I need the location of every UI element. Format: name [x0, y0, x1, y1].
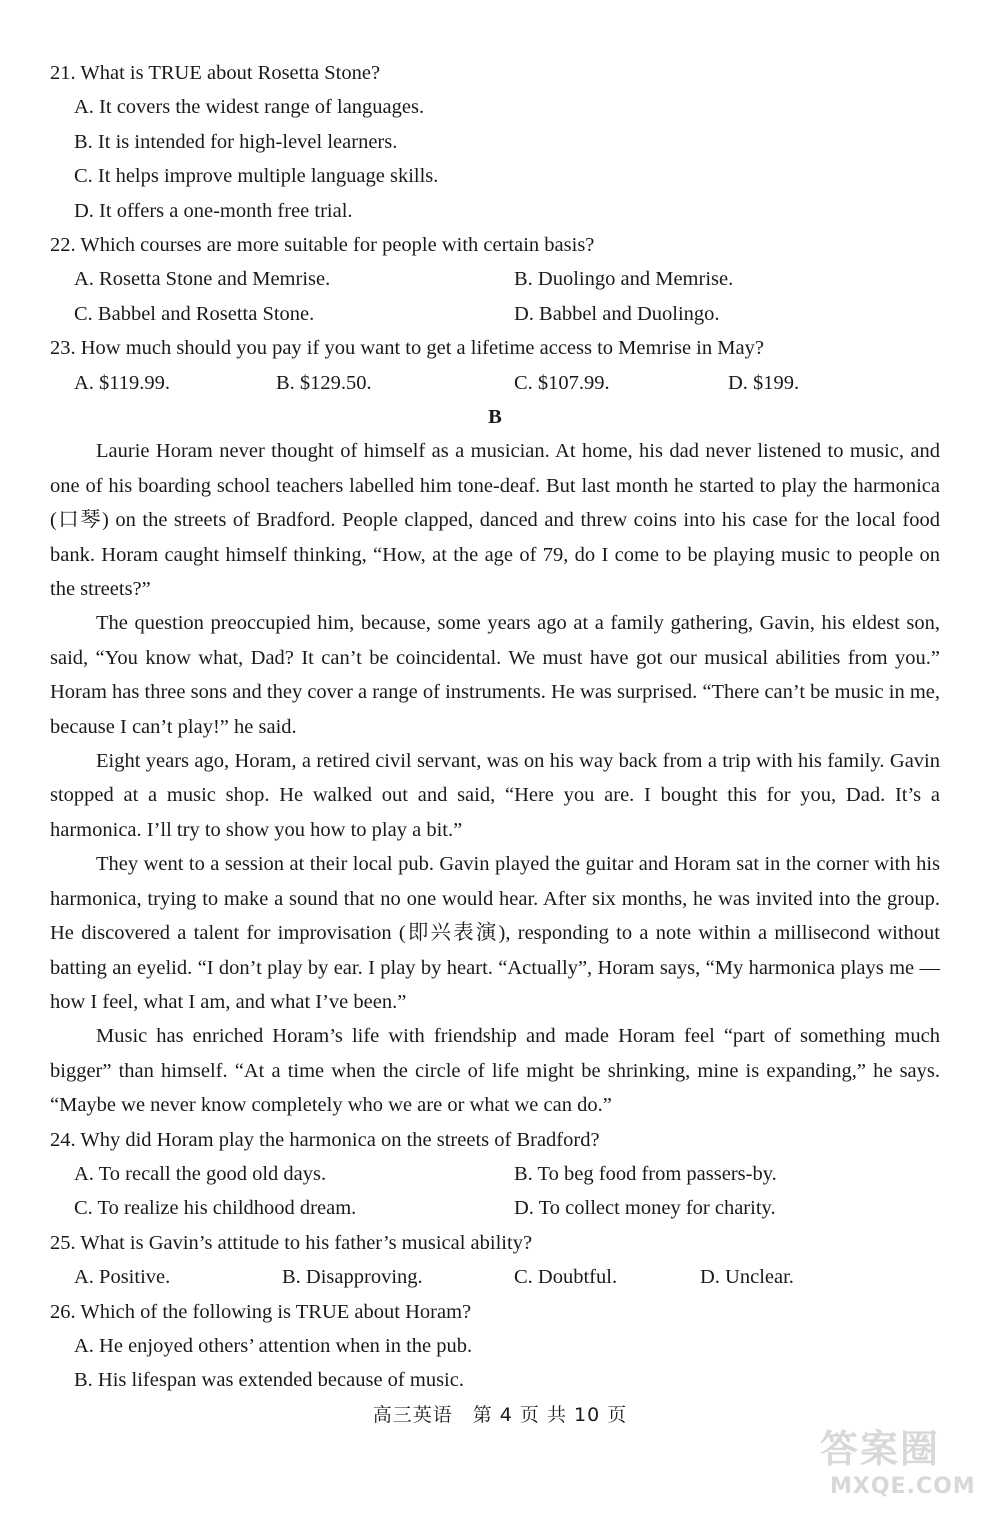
question-22-option-c: C. Babbel and Rosetta Stone.	[74, 302, 315, 325]
question-21-stem: 21. What is TRUE about Rosetta Stone?	[50, 62, 381, 84]
question-21-option-a: A. It covers the widest range of languages.	[74, 96, 425, 119]
question-25-option-c: C. Doubtful.	[514, 1266, 618, 1289]
question-23-option-c: C. $107.99.	[514, 371, 610, 394]
question-21-option-c: C. It helps improve multiple language skills.	[74, 165, 439, 188]
question-22-options-row-2	[50, 297, 940, 331]
passage-paragraph-2: The question preoccupied him, because, some years ago at a family gathering, Gavin, his eldest son, said, “You know what, Dad? It can’t be coincidental. We must have got our musical abilities from you.” Horam has three sons and they cover a range of instruments. He was surprised. “There can’t be music in me, because I can’t play!” he said.	[50, 612, 940, 738]
section-heading: B	[488, 406, 502, 429]
exam-page	[50, 56, 940, 1398]
passage-paragraph-4: They went to a session at their local pub. Gavin played the guitar and Horam sat in the corner with his harmonica, trying to make a sound that no one would hear. After six months, he was invited into the group. He discovered a talent for improvisation (即兴表演), responding to a note within a millisecond without batting an eyelid. “I don’t play by ear. I play by heart. “Actually”, Horam says, “My harmonica plays me — how I feel, what I am, and what I’ve been.”	[50, 853, 940, 1013]
question-23-option-d: D. $199.	[728, 371, 800, 394]
question-26-option-b: B. His lifespan was extended because of music.	[74, 1369, 464, 1392]
question-22-option-a: A. Rosetta Stone and Memrise.	[74, 268, 331, 291]
watermark-text: 答案圈	[820, 1427, 941, 1471]
question-26-option-a: A. He enjoyed others’ attention when in the pub.	[74, 1334, 473, 1357]
passage-paragraph-1: Laurie Horam never thought of himself as a musician. At home, his dad never listened to music, and one of his boarding school teachers labelled him tone-deaf. But last month he started to play the harmonica (口琴) on the streets of Bradford. People clapped, danced and threw coins into his case for the local food bank. Horam caught himself thinking, “How, at the age of 79, do I come to be playing music to people on the streets?”	[50, 440, 940, 601]
question-24-options-row-2	[50, 1191, 940, 1225]
question-22-stem: 22. Which courses are more suitable for people with certain basis?	[50, 234, 595, 257]
question-25-options-row	[50, 1260, 940, 1294]
question-23-option-a: A. $119.99.	[74, 371, 171, 394]
question-25-option-d: D. Unclear.	[700, 1266, 794, 1289]
question-26-stem: 26. Which of the following is TRUE about Horam?	[50, 1300, 472, 1323]
question-24-option-d: D. To collect money for charity.	[514, 1197, 776, 1220]
page-footer: 高三英语 第 4 页 共 10 页	[372, 1404, 628, 1426]
question-25-stem: 25. What is Gavin’s attitude to his father’s musical ability?	[50, 1231, 533, 1254]
question-24-option-c: C. To realize his childhood dream.	[74, 1197, 357, 1220]
question-25-option-b: B. Disapproving.	[282, 1266, 423, 1289]
question-22-option-d: D. Babbel and Duolingo.	[514, 302, 720, 325]
question-24-stem: 24. Why did Horam play the harmonica on the streets of Bradford?	[50, 1128, 600, 1151]
watermark-logo	[800, 1418, 990, 1508]
question-24-option-b: B. To beg food from passers-by.	[514, 1162, 777, 1185]
question-25-option-a: A. Positive.	[74, 1266, 171, 1289]
question-22-options-row-1	[50, 262, 940, 296]
question-23-option-b: B. $129.50.	[276, 371, 372, 394]
passage-paragraph-5: Music has enriched Horam’s life with friendship and made Horam feel “part of something much bigger” than himself. “At a time when the circle of life might be shrinking, mine is expanding,” he says. “Maybe we never know completely who we are or what we can do.”	[50, 1025, 940, 1117]
watermark-url: MXQE.COM	[830, 1474, 976, 1499]
question-23-options-row	[50, 366, 940, 400]
passage-paragraph-3: Eight years ago, Horam, a retired civil servant, was on his way back from a trip with his family. Gavin stopped at a music shop. He walked out and said, “Here you are. I bought this for you, Dad. It’s a harmonica. I’ll try to show you how to play a bit.”	[50, 750, 940, 841]
question-22-option-b: B. Duolingo and Memrise.	[514, 268, 734, 291]
question-24-options-row-1	[50, 1157, 940, 1191]
question-24-option-a: A. To recall the good old days.	[74, 1162, 327, 1185]
question-23-stem: 23. How much should you pay if you want to get a lifetime access to Memrise in May?	[50, 337, 764, 360]
question-21-option-b: B. It is intended for high-level learners.	[74, 130, 398, 153]
question-21-option-d: D. It offers a one-month free trial.	[74, 199, 353, 222]
